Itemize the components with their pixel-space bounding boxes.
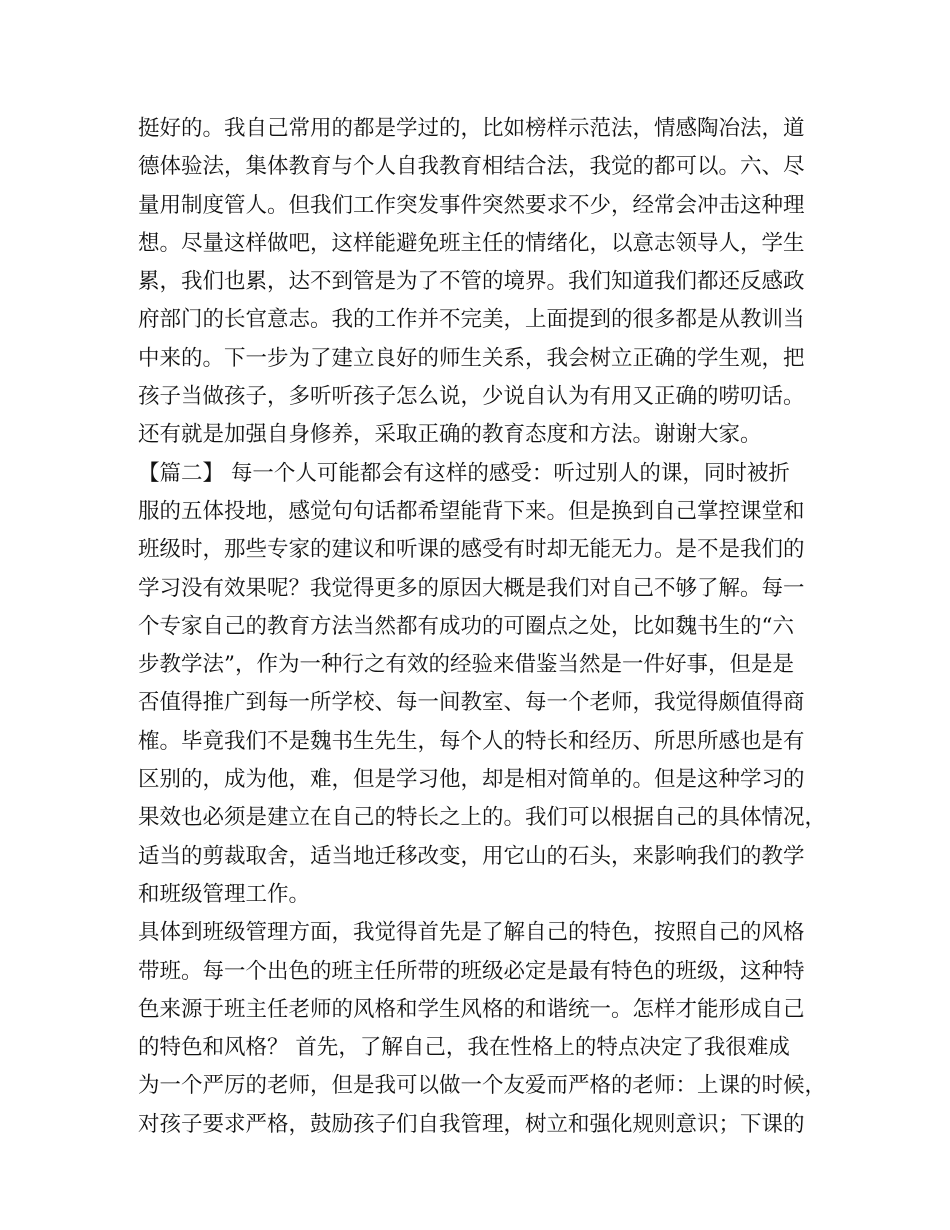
text-line: 个专家自己的教育方法当然都有成功的可圈点之处，比如魏书生的“六 — [138, 613, 794, 639]
text-line: 中来的。下一步为了建立良好的师生关系，我会树立正确的学生观，把 — [138, 345, 805, 371]
text-line: 的特色和风格？ 首先，了解自己，我在性格上的特点决定了我很难成 — [138, 1035, 790, 1061]
text-line: 挺好的。我自己常用的都是学过的，比如榜样示范法，情感陶冶法，道 — [138, 116, 805, 141]
text-line: 和班级管理工作。 — [138, 881, 311, 907]
text-line: 带班。每一个出色的班主任所带的班级必定是最有特色的班级，这种特 — [138, 958, 805, 984]
text-line: 步教学法”，作为一种行之有效的经验来借鉴当然是一件好事，但是是 — [138, 652, 794, 678]
text-line: 果效也必须是建立在自己的特长之上的。我们可以根据自己的具体情况， — [138, 805, 827, 831]
text-line: 孩子当做孩子，多听听孩子怎么说，少说自认为有用又正确的唠叨话。 — [138, 384, 805, 410]
text-line: 区别的，成为他，难，但是学习他，却是相对简单的。但是这种学习的 — [138, 767, 805, 793]
text-line: 还有就是加强自身修养，采取正确的教育态度和方法。谢谢大家。 — [138, 422, 762, 448]
text-line: 【篇二】 每一个人可能都会有这样的感受：听过别人的课，同时被折 — [138, 460, 790, 486]
text-line: 府部门的长官意志。我的工作并不完美，上面提到的很多都是从教训当 — [138, 307, 805, 333]
body-text — [138, 110, 828, 1144]
text-line: 对孩子要求严格，鼓励孩子们自我管理，树立和强化规则意识；下课的 — [138, 1111, 805, 1137]
text-line: 累，我们也累，达不到管是为了不管的境界。我们知道我们都还反感政 — [138, 269, 805, 295]
text-line: 适当的剪裁取舍，适当地迁移改变，用它山的石头，来影响我们的教学 — [138, 843, 805, 869]
text-line: 色来源于班主任老师的风格和学生风格的和谐统一。怎样才能形成自己 — [138, 996, 805, 1022]
text-line: 学习没有效果呢？我觉得更多的原因大概是我们对自己不够了解。每一 — [138, 575, 805, 601]
text-line: 服的五体投地，感觉句句话都希望能背下来。但是换到自己掌控课堂和 — [138, 498, 805, 524]
text-line: 班级时，那些专家的建议和听课的感受有时却无能无力。是不是我们的 — [138, 537, 805, 563]
text-line: 为一个严厉的老师，但是我可以做一个友爱而严格的老师：上课的时候， — [138, 1073, 827, 1099]
text-line: 否值得推广到每一所学校、每一间教室、每一个老师，我觉得颇值得商 — [138, 690, 805, 716]
text-line: 具体到班级管理方面，我觉得首先是了解自己的特色，按照自己的风格 — [138, 920, 805, 946]
text-line: 量用制度管人。但我们工作突发事件突然要求不少，经常会冲击这种理 — [138, 192, 805, 218]
text-line: 德体验法，集体教育与个人自我教育相结合法，我觉的都可以。六、尽 — [138, 154, 805, 180]
text-line: 榷。毕竟我们不是魏书生先生，每个人的特长和经历、所思所感也是有 — [138, 728, 805, 754]
text-line: 想。尽量这样做吧，这样能避免班主任的情绪化，以意志领导人，学生 — [138, 230, 805, 256]
